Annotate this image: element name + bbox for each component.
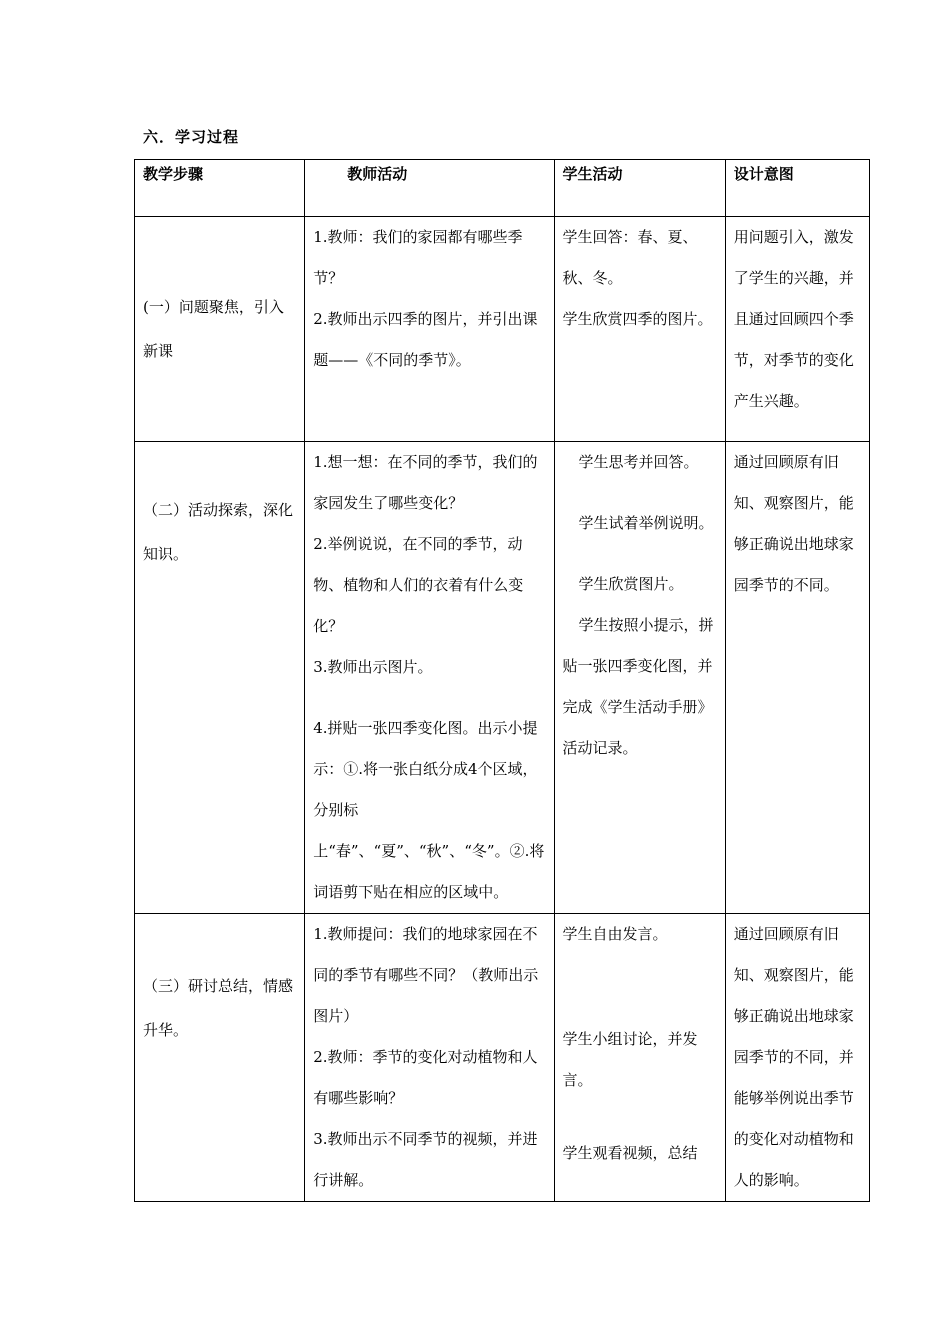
teacher-item: 2.教师：季节的变化对动植物和人有哪些影响？ bbox=[313, 1048, 538, 1107]
table-row bbox=[135, 442, 870, 914]
teacher-cell bbox=[305, 914, 554, 1202]
learning-process-table bbox=[134, 159, 870, 1202]
header-student: 学生活动 bbox=[554, 160, 725, 217]
teacher-item: 3.教师出示不同季节的视频，并进行讲解。 bbox=[313, 1130, 538, 1189]
header-intent: 设计意图 bbox=[725, 160, 869, 217]
student-cell bbox=[554, 914, 725, 1202]
student-item: 学生欣赏图片。 bbox=[578, 575, 684, 593]
student-cell bbox=[554, 442, 725, 914]
table-row bbox=[135, 217, 870, 442]
header-step: 教学步骤 bbox=[135, 160, 305, 217]
table-header-row bbox=[135, 160, 870, 217]
step-cell: （二）活动探索，深化知识。 bbox=[135, 442, 305, 914]
intent-cell: 通过回顾原有旧知、观察图片，能够正确说出地球家园季节的不同。 bbox=[725, 442, 869, 914]
teacher-cell bbox=[305, 217, 554, 442]
teacher-item: 3.教师出示图片。 bbox=[313, 658, 433, 676]
teacher-item: 1.想一想：在不同的季节，我们的家园发生了哪些变化？ bbox=[313, 453, 538, 512]
teacher-item: 4.拼贴一张四季变化图。出示小提示：①.将一张白纸分成4个区域，分别标上“春”、“夏”、“秋”、“冬”。②.将词语剪下贴在相应的区域中。 bbox=[313, 719, 545, 901]
section-title: 六．学习过程 bbox=[143, 128, 240, 146]
intent-cell: 用问题引入，激发了学生的兴趣，并且通过回顾四个季节，对季节的变化产生兴趣。 bbox=[725, 217, 869, 442]
teacher-item: 1.教师：我们的家园都有哪些季节？ bbox=[313, 228, 523, 287]
step-cell: (一）问题聚焦，引入新课 bbox=[135, 217, 305, 442]
table-row bbox=[135, 914, 870, 1202]
student-item: 学生按照小提示，拼贴一张四季变化图，并完成《学生活动手册》活动记录。 bbox=[562, 616, 714, 757]
student-cell bbox=[554, 217, 725, 442]
student-item: 学生欣赏四季的图片。 bbox=[562, 310, 713, 328]
header-teacher: 教师活动 bbox=[305, 160, 554, 217]
student-item: 学生思考并回答。 bbox=[578, 453, 699, 471]
student-item: 学生回答：春、夏、秋、冬。 bbox=[562, 228, 698, 287]
student-item: 学生观看视频，总结 bbox=[562, 1144, 698, 1162]
step-cell: （三）研讨总结，情感升华。 bbox=[135, 914, 305, 1202]
teacher-item: 1.教师提问：我们的地球家园在不同的季节有哪些不同？（教师出示图片） bbox=[313, 925, 539, 1025]
student-item: 学生试着举例说明。 bbox=[578, 514, 714, 532]
teacher-item: 2.教师出示四季的图片，并引出课题——《不同的季节》。 bbox=[313, 310, 538, 369]
student-item: 学生自由发言。 bbox=[562, 925, 668, 943]
teacher-item: 2.举例说说，在不同的季节，动物、植物和人们的衣着有什么变化？ bbox=[313, 535, 524, 635]
student-item: 学生小组讨论，并发言。 bbox=[562, 1030, 698, 1089]
intent-cell: 通过回顾原有旧知、观察图片，能够正确说出地球家园季节的不同，并能够举例说出季节的变化对动植物和人的影响。 bbox=[725, 914, 869, 1202]
teacher-cell bbox=[305, 442, 554, 914]
